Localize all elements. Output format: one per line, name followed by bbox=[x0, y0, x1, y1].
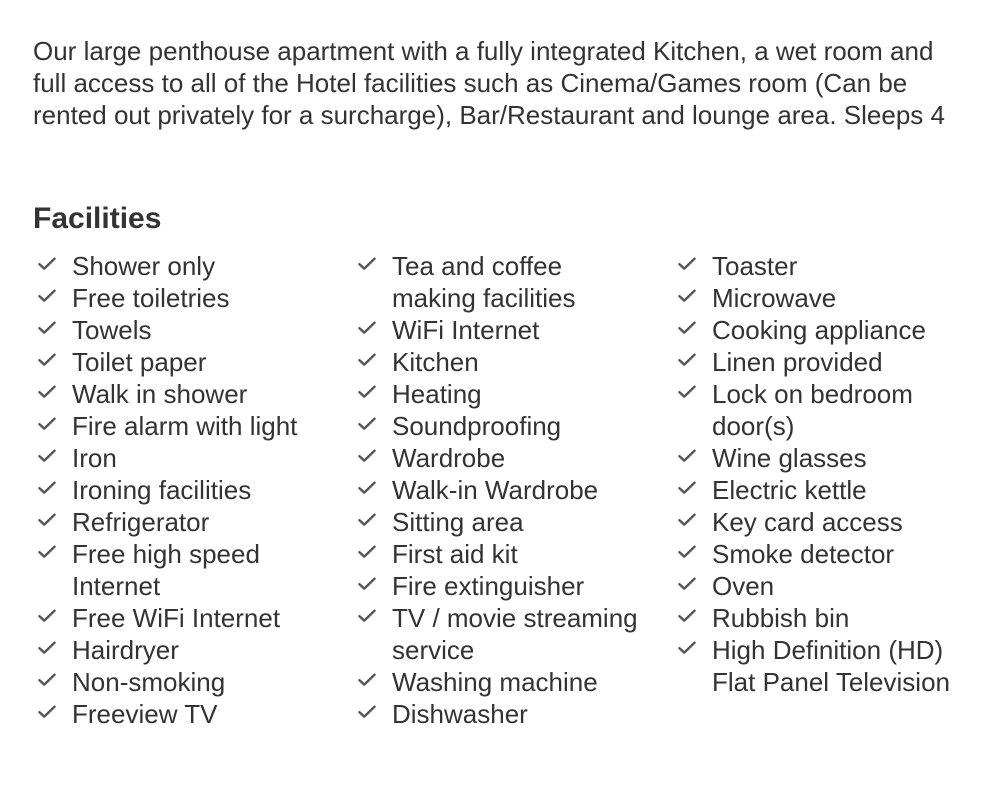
checkmark-icon bbox=[678, 385, 696, 399]
checkmark-icon bbox=[358, 321, 376, 335]
facility-item bbox=[33, 506, 333, 538]
checkmark-icon bbox=[38, 705, 56, 719]
facility-label: Toilet paper bbox=[72, 347, 207, 377]
checkmark-icon bbox=[38, 321, 56, 335]
facility-label: TV / movie streaming service bbox=[392, 603, 638, 665]
facility-item bbox=[33, 378, 333, 410]
checkmark-icon bbox=[358, 417, 376, 431]
facility-label: Refrigerator bbox=[72, 507, 210, 537]
checkmark-icon bbox=[678, 321, 696, 335]
facility-item bbox=[353, 442, 653, 474]
room-description: Our large penthouse apartment with a fully integrated Kitchen, a wet room and full access to all of the Hotel facilities such as Cinema/Games room (Can be rented out privately for a surcharge), Bar/Restaurant and lounge area. Sleeps 4 bbox=[33, 36, 945, 130]
facility-item bbox=[673, 282, 983, 314]
checkmark-icon bbox=[358, 609, 376, 623]
facility-label: Dishwasher bbox=[392, 699, 528, 729]
checkmark-icon bbox=[678, 449, 696, 463]
checkmark-icon bbox=[38, 481, 56, 495]
facility-item bbox=[33, 474, 333, 506]
facility-label: Toaster bbox=[712, 251, 798, 281]
facility-label: Free WiFi Internet bbox=[72, 603, 281, 633]
facility-label: Walk-in Wardrobe bbox=[392, 475, 599, 505]
facility-item bbox=[33, 442, 333, 474]
facility-label: Free toiletries bbox=[72, 283, 230, 313]
facility-label: Fire alarm with light bbox=[72, 411, 298, 441]
facility-item bbox=[353, 570, 653, 602]
facility-label: Non-smoking bbox=[72, 667, 226, 697]
facility-item bbox=[353, 410, 653, 442]
facility-item bbox=[673, 378, 983, 442]
facility-item bbox=[353, 698, 653, 730]
checkmark-icon bbox=[678, 257, 696, 271]
checkmark-icon bbox=[358, 577, 376, 591]
facility-label: Iron bbox=[72, 443, 117, 473]
facility-label: Cooking appliance bbox=[712, 315, 926, 345]
facility-item bbox=[673, 250, 983, 282]
facilities-column-1 bbox=[33, 250, 333, 730]
checkmark-icon bbox=[358, 481, 376, 495]
facility-label: Wardrobe bbox=[392, 443, 506, 473]
facility-item bbox=[33, 538, 333, 602]
checkmark-icon bbox=[38, 545, 56, 559]
checkmark-icon bbox=[678, 577, 696, 591]
facility-label: Sitting area bbox=[392, 507, 524, 537]
facility-item bbox=[33, 410, 333, 442]
facility-label: WiFi Internet bbox=[392, 315, 540, 345]
checkmark-icon bbox=[358, 705, 376, 719]
facility-item bbox=[33, 698, 333, 730]
room-details bbox=[33, 35, 973, 235]
facility-item bbox=[33, 346, 333, 378]
facility-item bbox=[353, 538, 653, 570]
checkmark-icon bbox=[358, 353, 376, 367]
facility-label: Smoke detector bbox=[712, 539, 895, 569]
checkmark-icon bbox=[38, 673, 56, 687]
facility-item bbox=[673, 474, 983, 506]
facility-label: Fire extinguisher bbox=[392, 571, 585, 601]
facility-label: Linen provided bbox=[712, 347, 883, 377]
facility-item bbox=[673, 538, 983, 570]
facility-label: Electric kettle bbox=[712, 475, 867, 505]
facility-label: Heating bbox=[392, 379, 482, 409]
facility-item bbox=[353, 378, 653, 410]
facility-label: Washing machine bbox=[392, 667, 598, 697]
facility-label: Soundproofing bbox=[392, 411, 562, 441]
checkmark-icon bbox=[38, 257, 56, 271]
facility-item bbox=[353, 314, 653, 346]
facility-item bbox=[673, 634, 983, 698]
facility-item bbox=[33, 602, 333, 634]
facility-label: Ironing facilities bbox=[72, 475, 252, 505]
facility-label: Oven bbox=[712, 571, 775, 601]
checkmark-icon bbox=[678, 481, 696, 495]
facility-label: Walk in shower bbox=[72, 379, 248, 409]
facility-item bbox=[353, 602, 653, 666]
facility-label: Microwave bbox=[712, 283, 837, 313]
facility-label: Lock on bedroom door(s) bbox=[712, 379, 913, 441]
facility-label: Wine glasses bbox=[712, 443, 867, 473]
checkmark-icon bbox=[678, 641, 696, 655]
facility-label: Rubbish bin bbox=[712, 603, 850, 633]
facilities-column-3 bbox=[673, 250, 983, 698]
checkmark-icon bbox=[678, 609, 696, 623]
checkmark-icon bbox=[358, 385, 376, 399]
checkmark-icon bbox=[38, 353, 56, 367]
facility-item bbox=[673, 346, 983, 378]
checkmark-icon bbox=[358, 257, 376, 271]
facility-item bbox=[673, 442, 983, 474]
facilities-list bbox=[33, 250, 993, 790]
facility-item bbox=[673, 506, 983, 538]
facility-label: Key card access bbox=[712, 507, 903, 537]
facility-item bbox=[673, 570, 983, 602]
checkmark-icon bbox=[38, 513, 56, 527]
facilities-column-2 bbox=[353, 250, 653, 730]
facility-item bbox=[353, 346, 653, 378]
checkmark-icon bbox=[38, 641, 56, 655]
facility-item bbox=[33, 250, 333, 282]
checkmark-icon bbox=[38, 417, 56, 431]
checkmark-icon bbox=[358, 545, 376, 559]
checkmark-icon bbox=[358, 449, 376, 463]
facility-item bbox=[353, 250, 653, 314]
facility-label: Shower only bbox=[72, 251, 216, 281]
facility-item bbox=[33, 634, 333, 666]
checkmark-icon bbox=[38, 449, 56, 463]
checkmark-icon bbox=[38, 289, 56, 303]
checkmark-icon bbox=[678, 289, 696, 303]
facility-item bbox=[33, 282, 333, 314]
facility-label: First aid kit bbox=[392, 539, 518, 569]
checkmark-icon bbox=[678, 353, 696, 367]
facility-item bbox=[673, 314, 983, 346]
facility-label: Free high speed Internet bbox=[72, 539, 260, 601]
facility-item bbox=[353, 474, 653, 506]
checkmark-icon bbox=[38, 385, 56, 399]
facility-label: Kitchen bbox=[392, 347, 479, 377]
facility-label: Towels bbox=[72, 315, 152, 345]
facility-label: High Definition (HD) Flat Panel Television bbox=[712, 635, 950, 697]
facility-label: Hairdryer bbox=[72, 635, 179, 665]
facilities-heading: Facilities bbox=[33, 202, 162, 235]
facility-item bbox=[353, 506, 653, 538]
facility-item bbox=[353, 666, 653, 698]
facility-item bbox=[673, 602, 983, 634]
facility-item bbox=[33, 314, 333, 346]
facility-item bbox=[33, 666, 333, 698]
checkmark-icon bbox=[678, 513, 696, 527]
facility-label: Freeview TV bbox=[72, 699, 218, 729]
facility-label: Tea and coffee making facilities bbox=[392, 251, 576, 313]
checkmark-icon bbox=[358, 673, 376, 687]
checkmark-icon bbox=[678, 545, 696, 559]
checkmark-icon bbox=[38, 609, 56, 623]
checkmark-icon bbox=[358, 513, 376, 527]
